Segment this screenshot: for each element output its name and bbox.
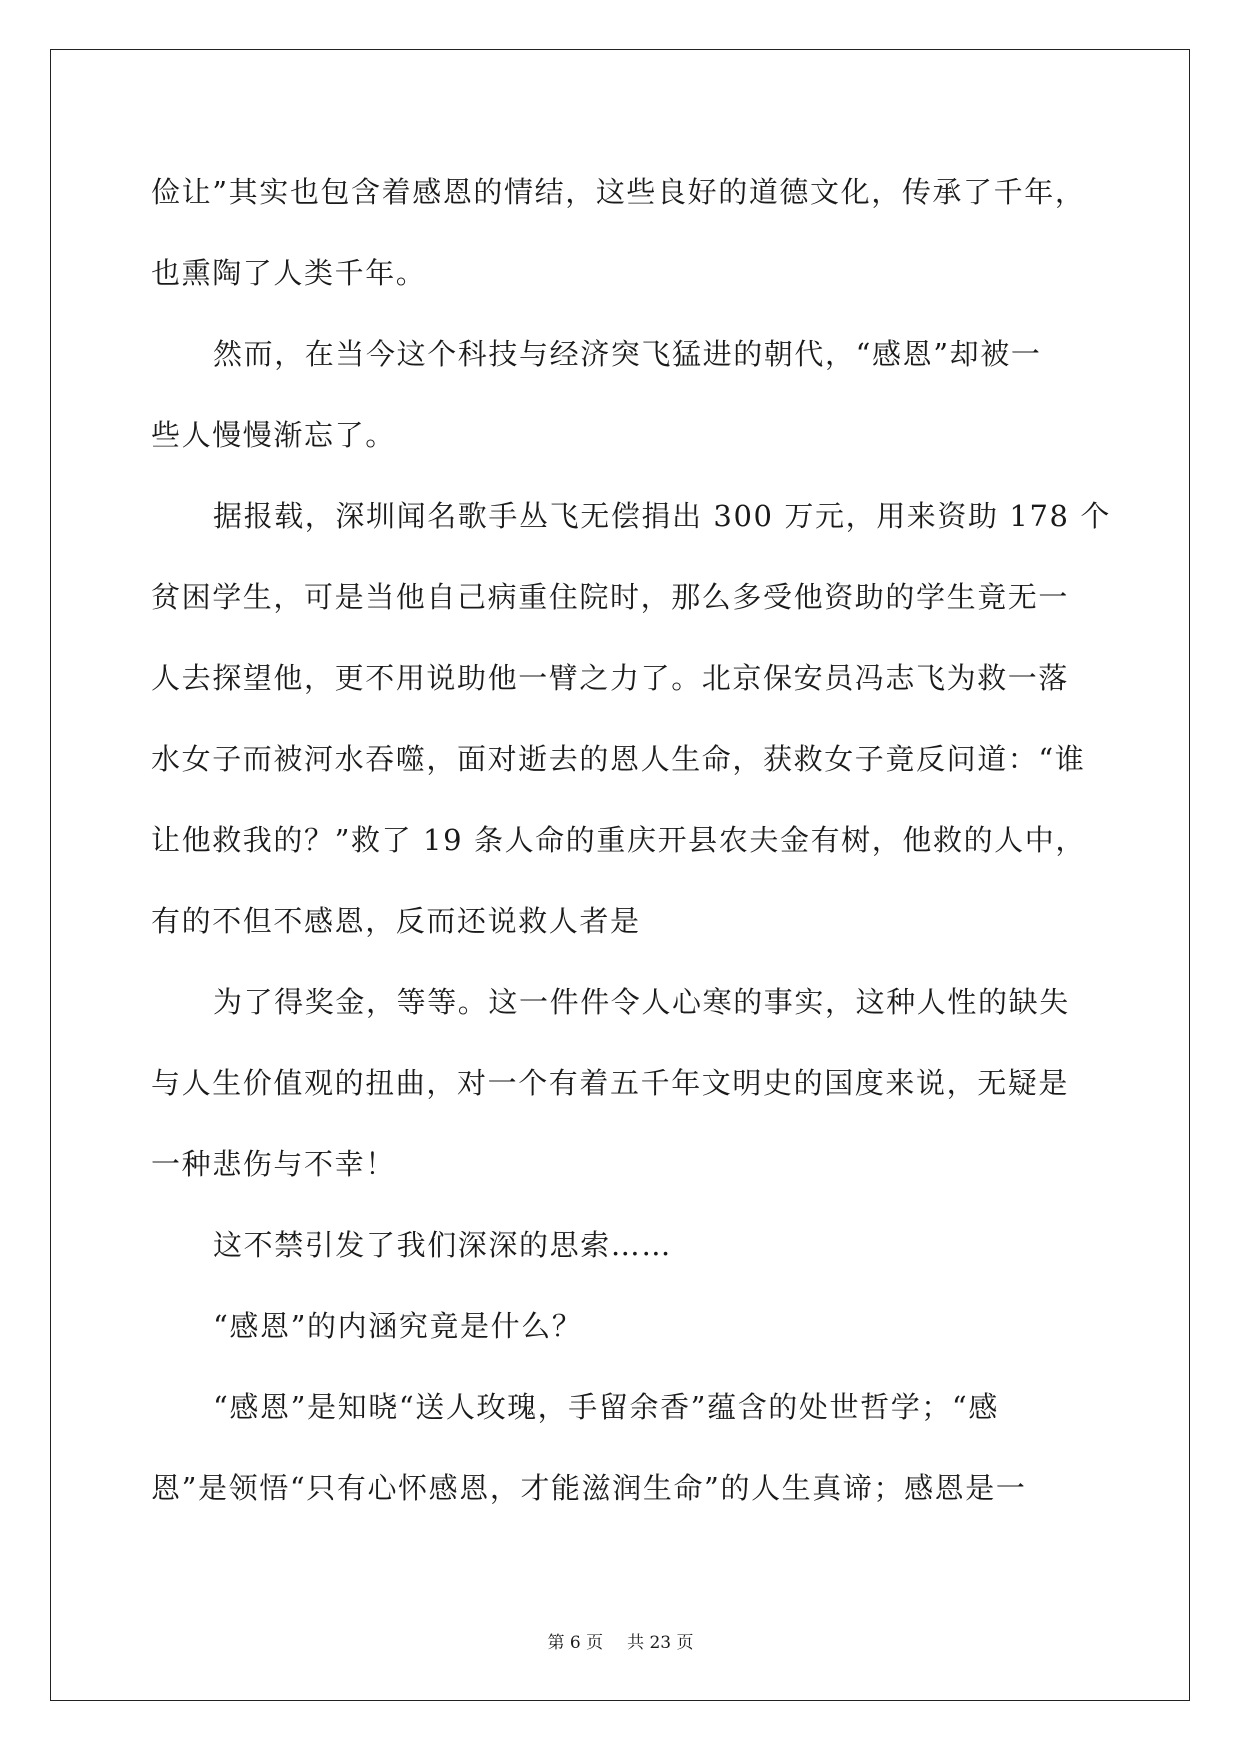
text-line: “感恩”的内涵究竟是什么？ — [213, 1309, 583, 1343]
text-line: 水女子而被河水吞噬，面对逝去的恩人生命，获救女子竟反问道：“谁 — [151, 742, 1086, 776]
text-line: 与人生价值观的扭曲，对一个有着五千年文明史的国度来说，无疑是 — [151, 1066, 1070, 1100]
text-line: 一种悲伤与不幸！ — [151, 1147, 396, 1181]
document-body — [151, 152, 1111, 1529]
text-line: 这不禁引发了我们深深的思索…… — [213, 1228, 673, 1262]
text-line: 恩”是领悟“只有心怀感恩，才能滋润生命”的人生真谛；感恩是一 — [151, 1471, 1027, 1505]
text-line: 人去探望他，更不用说助他一臂之力了。北京保安员冯志飞为救一落 — [151, 661, 1070, 695]
text-line: 有的不但不感恩，反而还说救人者是 — [151, 904, 641, 938]
text-line: 俭让”其实也包含着感恩的情结，这些良好的道德文化，传承了千年， — [151, 175, 1086, 209]
page-total: 共 23 页 — [627, 1633, 694, 1653]
page-footer — [0, 1628, 1241, 1653]
text-line: 据报载，深圳闻名歌手丛飞无偿捐出 300 万元，用来资助 178 个 — [213, 499, 1111, 533]
text-line: 然而，在当今这个科技与经济突飞猛进的朝代，“感恩”却被一 — [213, 337, 1042, 371]
text-line: 贫困学生，可是当他自己病重住院时，那么多受他资助的学生竟无一 — [151, 580, 1070, 614]
text-line: 为了得奖金，等等。这一件件令人心寒的事实，这种人性的缺失 — [213, 985, 1070, 1019]
page-number: 第 6 页 — [547, 1633, 604, 1653]
text-line: 让他救我的？”救了 19 条人命的重庆开县农夫金有树，他救的人中， — [151, 823, 1086, 857]
text-line: “感恩”是知晓“送人玫瑰，手留余香”蕴含的处世哲学；“感 — [213, 1390, 999, 1424]
text-line: 也熏陶了人类千年。 — [151, 256, 427, 290]
text-line: 些人慢慢渐忘了。 — [151, 418, 396, 452]
